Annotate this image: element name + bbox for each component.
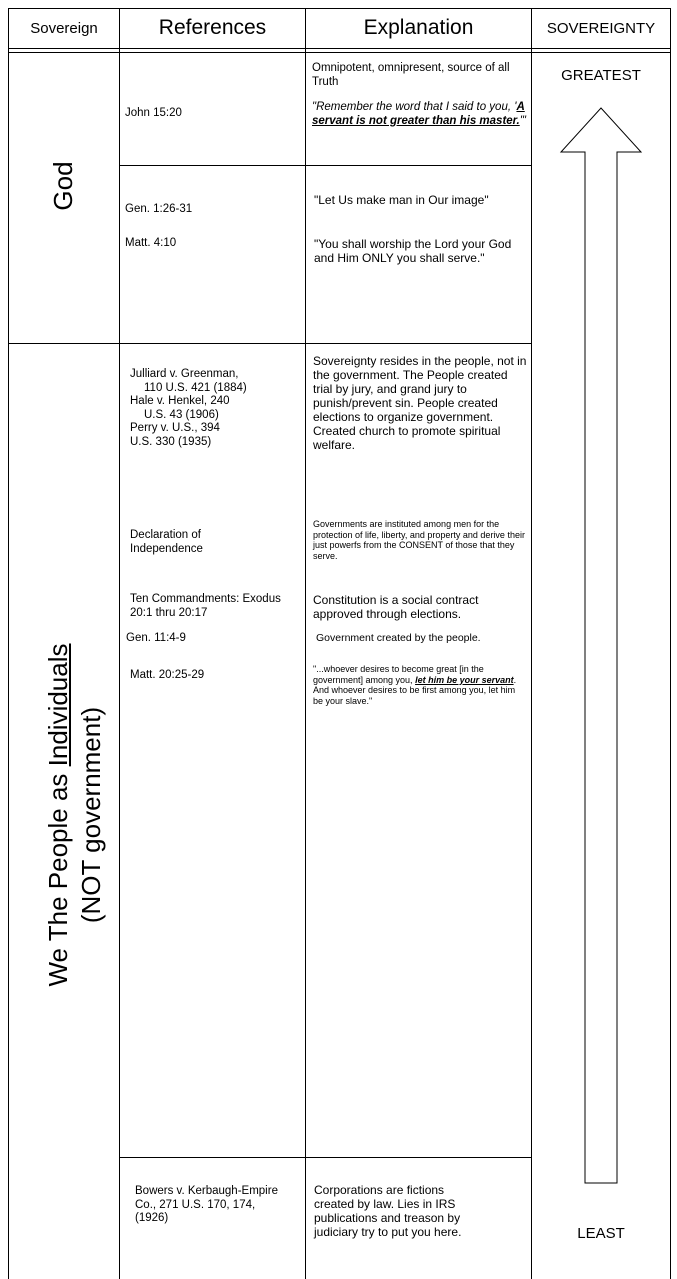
header-sovereignty: SOVEREIGNTY <box>546 19 656 37</box>
ref-julliard-l2: 110 U.S. 421 (1884) <box>144 381 247 394</box>
column-divider-5 <box>670 8 671 1279</box>
ref-ten-commandments: Ten Commandments: Exodus 20:1 thru 20:17 <box>130 593 281 619</box>
ref-gen-1-26: Gen. 1:26-31 <box>125 203 193 215</box>
sovereignty-arrow-shape <box>561 108 641 1183</box>
whoever-pre: "...whoever desires to become great [in the government] among you, <box>313 664 484 685</box>
people-label-line2: (NOT government) <box>76 706 106 924</box>
explanation-governments-instituted: Governments are instituted among men for the protection of life, liberty, and property and derive their just powerfs from the CONSENT of those that they serve. <box>313 519 525 561</box>
ref-julliard-l1: Julliard v. Greenman, <box>130 368 239 380</box>
ref-john-15-20: John 15:20 <box>125 107 182 119</box>
people-label-prefix: We The People as <box>43 766 73 987</box>
header-references: References <box>158 16 267 39</box>
servant-quote-bold: A servant is not greater than his master. <box>312 101 525 127</box>
column-divider-2 <box>119 8 120 1279</box>
scale-greatest: GREATEST <box>561 67 641 84</box>
explanation-whoever-desires <box>313 664 527 706</box>
header-sovereign: Sovereign <box>30 19 98 37</box>
column-divider-3 <box>305 8 306 1279</box>
ref-matt-20: Matt. 20:25-29 <box>130 669 205 681</box>
ref-gen-11: Gen. 11:4-9 <box>126 632 186 644</box>
header-bottom-border <box>8 48 670 49</box>
whoever-bold: let him be your servant <box>415 674 514 685</box>
sovereignty-arrow <box>532 100 670 1200</box>
explanation-corporations: Corporations are fictions created by law. Lies in IRS publications and treason by judiciary try to put you here. <box>314 1183 462 1239</box>
god-inner-divider <box>119 165 531 166</box>
explanation-omnipotent: Omnipotent, omnipresent, source of all Truth <box>312 62 510 88</box>
servant-quote-post: '" <box>519 114 526 127</box>
sovereign-god-label: God <box>48 161 78 211</box>
header-bottom-border-2 <box>8 52 670 53</box>
column-divider-1 <box>8 8 9 1279</box>
sovereign-people-label <box>42 515 108 1115</box>
explanation-government-created: Government created by the people. <box>316 632 481 644</box>
table-top-border <box>8 8 670 9</box>
ref-perry-l2: U.S. 330 (1935) <box>130 435 212 448</box>
header-explanation: Explanation <box>363 16 474 39</box>
explanation-worship: "You shall worship the Lord your God and Him ONLY you shall serve." <box>314 237 512 265</box>
people-label-underlined: Individuals <box>43 643 73 767</box>
ref-bowers: Bowers v. Kerbaugh-Empire Co., 271 U.S. 170, 174, (1926) <box>135 1185 278 1224</box>
explanation-image: "Let Us make man in Our image" <box>314 193 489 207</box>
corporations-divider <box>119 1157 531 1158</box>
whoever-post: . And whoever desires to be first among you, let him be your slave." <box>313 674 517 706</box>
ref-court-cases <box>130 368 302 449</box>
ref-perry-l1: Perry v. U.S., 394 <box>130 422 220 434</box>
scale-least: LEAST <box>577 1225 625 1242</box>
explanation-servant-quote <box>312 101 528 128</box>
ref-matt-4-10: Matt. 4:10 <box>125 237 177 249</box>
ref-hale-l2: U.S. 43 (1906) <box>144 408 219 421</box>
servant-quote-pre: "Remember the word that I said to you, ' <box>312 101 517 113</box>
god-people-divider <box>8 343 531 344</box>
explanation-sovereignty-resides: Sovereignty resides in the people, not in the government. The People created trial by jury, and grand jury to punish/prevent sin. People created elections to organize government. Created church to promote spiritual welfare. <box>313 354 527 452</box>
explanation-constitution: Constitution is a social contract approved through elections. <box>313 593 479 621</box>
ref-declaration: Declaration of Independence <box>130 529 203 555</box>
ref-hale-l1: Hale v. Henkel, 240 <box>130 395 230 407</box>
